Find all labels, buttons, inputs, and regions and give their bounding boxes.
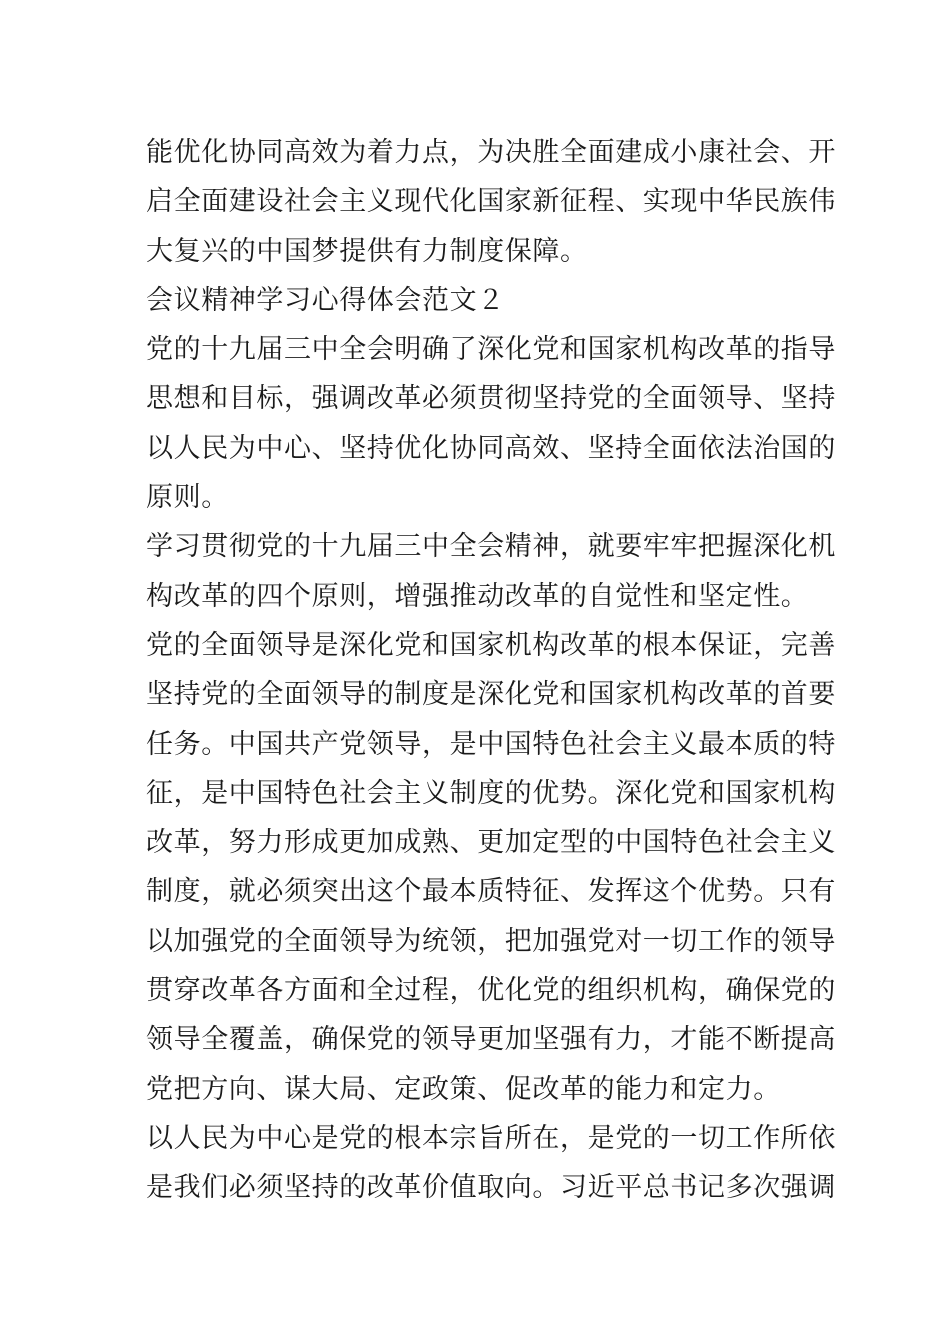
text-line: 制度，就必须突出这个最本质特征、发挥这个优势。只有 [146,876,836,908]
text-line: 大复兴的中国梦提供有力制度保障。 [146,235,588,267]
text-line: 征，是中国特色社会主义制度的优势。深化党和国家机构 [146,777,836,809]
text-line: 是我们必须坚持的改革价值取向。习近平总书记多次强调 [146,1172,836,1204]
paragraph [146,522,836,621]
text-line: 构改革的四个原则，增强推动改革的自觉性和坚定性。 [146,580,809,612]
text-line: 改革，努力形成更加成熟、更加定型的中国特色社会主义 [146,827,836,859]
text-line: 思想和目标，强调改革必须贯彻坚持党的全面领导、坚持 [146,383,836,415]
document-body [146,128,836,1213]
text-line: 领导全覆盖，确保党的领导更加坚强有力，才能不断提高 [146,1024,836,1056]
paragraph [146,621,836,1114]
text-line: 以人民为中心是党的根本宗旨所在，是党的一切工作所依 [146,1122,836,1154]
text-line: 党的十九届三中全会明确了深化党和国家机构改革的指导 [146,334,836,366]
text-line: 贯穿改革各方面和全过程，优化党的组织机构，确保党的 [146,975,836,1007]
text-line: 以人民为中心、坚持优化协同高效、坚持全面依法治国的 [146,432,836,464]
paragraph [146,325,836,522]
text-line: 启全面建设社会主义现代化国家新征程、实现中华民族伟 [146,186,836,218]
text-line: 党的全面领导是深化党和国家机构改革的根本保证，完善 [146,629,836,661]
heading-line: 会议精神学习心得体会范文２ [146,284,505,316]
text-line: 原则。 [146,482,229,514]
text-line: 学习贯彻党的十九届三中全会精神，就要牢牢把握深化机 [146,531,836,563]
paragraph-continuation [146,128,836,276]
paragraph [146,1114,836,1213]
text-line: 党把方向、谋大局、定政策、促改革的能力和定力。 [146,1073,781,1105]
text-line: 坚持党的全面领导的制度是深化党和国家机构改革的首要 [146,679,836,711]
text-line: 能优化协同高效为着力点，为决胜全面建成小康社会、开 [146,137,836,168]
section-heading [146,276,810,325]
text-line: 以加强党的全面领导为统领，把加强党对一切工作的领导 [146,925,836,957]
text-line: 任务。中国共产党领导，是中国特色社会主义最本质的特 [146,728,836,760]
